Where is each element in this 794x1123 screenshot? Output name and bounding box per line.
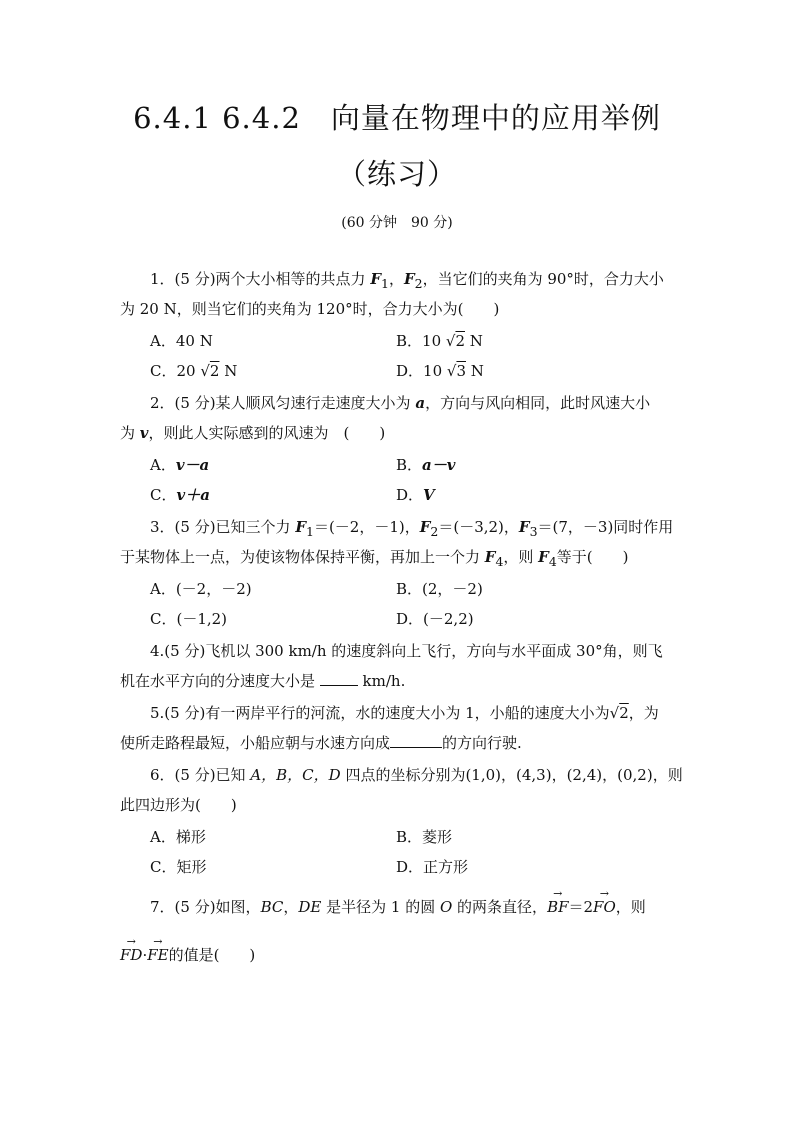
vector-fo: → FO: [593, 896, 616, 918]
question-1-line-2: 为 20 N，则当它们的夹角为 120°时，合力大小为( ): [120, 300, 500, 318]
vector-bf: → BF: [547, 896, 568, 918]
answer-blank[interactable]: [390, 733, 442, 748]
question-1-option-b: B．10 √2 N: [396, 332, 483, 350]
question-1-option-d: D．10 √3 N: [396, 362, 484, 380]
question-3-line-2: 于某物体上一点，为使该物体保持平衡，再加上一个力 $F_4$，则 $F_4$等于( ): [120, 548, 629, 569]
page-title: 6.4.1 6.4.2 向量在物理中的应用举例: [133, 101, 661, 135]
question-3-option-d: D．(－2,2): [396, 610, 474, 628]
answer-blank[interactable]: [320, 671, 358, 686]
question-2-line-2: 为 v，则此人实际感到的风速为 ( ): [120, 424, 386, 442]
question-1-option-c: C．20 √2 N: [150, 362, 238, 380]
question-6-option-d: D．正方形: [396, 858, 469, 876]
question-5-line-2: 使所走路程最短，小船应朝与水速方向成 的方向行驶.: [120, 734, 522, 752]
vector-fd: → FD: [120, 944, 142, 966]
question-6-line-2: 此四边形为( ): [120, 796, 237, 814]
question-4-line-2: 机在水平方向的分速度大小是 km/h.: [120, 672, 406, 690]
question-3-option-a: A．(－2，－2): [150, 580, 252, 598]
question-3-option-c: C．(－1,2): [150, 610, 228, 628]
question-4-line-1: 4.(5 分)飞机以 300 km/h 的速度斜向上飞行，方向与水平面成 30°角，则飞: [150, 642, 663, 660]
time-score-info: (60 分钟 90 分): [341, 215, 453, 231]
question-2-option-b: B．a－v: [396, 456, 456, 474]
question-2-option-d: D．V: [396, 486, 435, 504]
question-6-option-a: A．梯形: [150, 828, 206, 846]
question-7-line-1: 7．(5 分)如图，BC，DE 是半径为 1 的圆 O 的两条直径，→ BF＝2→ FO，则: [150, 896, 710, 918]
question-1-option-a: A．40 N: [150, 332, 213, 350]
question-2-line-1: 2．(5 分)某人顺风匀速行走速度大小为 a，方向与风向相同，此时风速大小: [150, 394, 651, 412]
question-3-line-1: 3．(5 分)已知三个力 $F_1=(-2$，－1)，$F_2=(-3,2)$，$F_3=(7$，－3)同时作用: [150, 518, 674, 539]
vector-fe: → FE: [147, 944, 168, 966]
question-5-line-1: 5.(5 分)有一两岸平行的河流，水的速度大小为 1，小船的速度大小为√2，为: [150, 704, 659, 722]
question-6-line-1: 6．(5 分)已知 A，B，C，D 四点的坐标分别为(1,0)，(4,3)，(2,4)，(0,2)，则: [150, 766, 683, 784]
question-7-line-2: → FD·→ FE的值是( ): [120, 944, 680, 966]
question-6-option-c: C．矩形: [150, 858, 207, 876]
question-6-option-b: B．菱形: [396, 828, 453, 846]
page-subtitle: （练习）: [336, 157, 457, 191]
question-2-option-a: A．v－a: [150, 456, 210, 474]
question-3-option-b: B．(2，－2): [396, 580, 483, 598]
question-1-line-1: 1．(5 分)两个大小相等的共点力 $F_1$，$F_2$，当它们的夹角为 90°时，合力大小: [150, 270, 664, 291]
question-2-option-c: C．v＋a: [150, 486, 210, 504]
